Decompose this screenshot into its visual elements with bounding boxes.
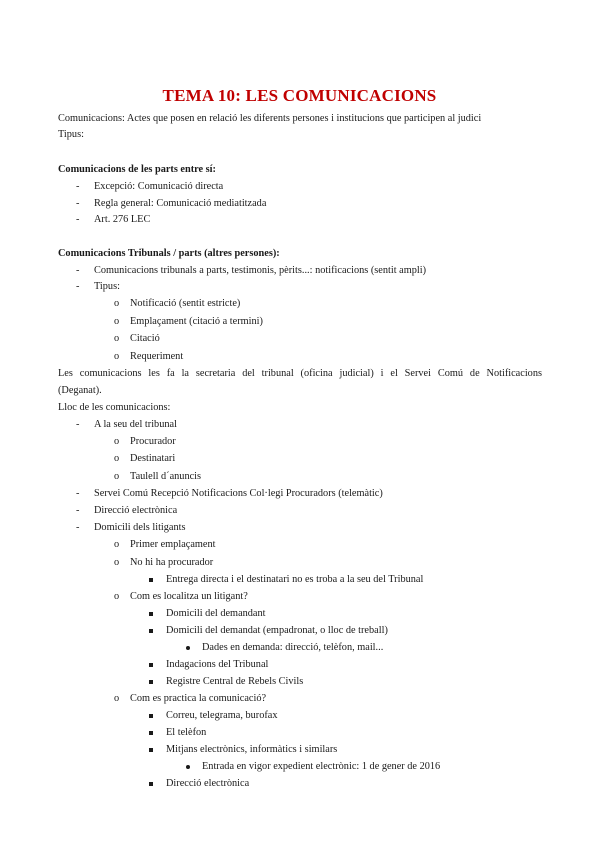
- dash-marker: -: [76, 265, 80, 276]
- list-item: Direcció electrònica: [166, 778, 250, 789]
- list-item: Domicili dels litigants: [94, 522, 186, 533]
- list-item: Tipus:: [94, 281, 120, 292]
- circle-marker: o: [114, 436, 120, 447]
- circle-marker: o: [114, 316, 120, 327]
- square-bullet-icon: [149, 731, 153, 735]
- circle-marker: o: [114, 539, 120, 550]
- dash-marker: -: [76, 488, 80, 499]
- list-item: Comunicacions tribunals a parts, testimonis, pèrits...: notificacions (sentit ampli): [94, 265, 427, 276]
- square-bullet-icon: [149, 663, 153, 667]
- list-item: Primer emplaçament: [130, 539, 216, 550]
- list-item: Servei Comú Recepció Notificacions Col·legi Procuradors (telemàtic): [94, 488, 383, 499]
- square-bullet-icon: [149, 680, 153, 684]
- dash-marker: -: [76, 505, 80, 516]
- list-item: No hi ha procurador: [130, 557, 214, 568]
- dash-marker: -: [76, 281, 80, 292]
- list-item: Registre Central de Rebels Civils: [166, 676, 304, 687]
- circle-marker: o: [114, 591, 120, 602]
- section2-heading: Comunicacions Tribunals / parts (altres persones):: [58, 248, 280, 259]
- list-item: Domicili del demandant: [166, 608, 266, 619]
- circle-marker: o: [114, 453, 120, 464]
- list-item: Art. 276 LEC: [94, 214, 151, 225]
- paragraph-line: Les comunicacions les fa la secretaria del tribunal (oficina judicial) i el Servei Comú de Notificacions: [58, 368, 542, 379]
- list-item: Domicili del demandat (empadronat, o lloc de treball): [166, 625, 388, 636]
- list-item: Citació: [130, 333, 160, 344]
- list-item: Destinatari: [130, 453, 176, 464]
- square-bullet-icon: [149, 629, 153, 633]
- list-item: El telèfon: [166, 727, 207, 738]
- lloc-heading: Lloc de les comunicacions:: [58, 402, 171, 413]
- dash-marker: -: [76, 181, 80, 192]
- square-bullet-icon: [149, 578, 153, 582]
- circle-marker: o: [114, 333, 120, 344]
- list-item: Procurador: [130, 436, 176, 447]
- list-item: Correu, telegrama, burofax: [166, 710, 278, 721]
- dash-marker: -: [76, 214, 80, 225]
- circle-marker: o: [114, 557, 120, 568]
- dot-bullet-icon: [186, 765, 190, 769]
- dot-bullet-icon: [186, 646, 190, 650]
- list-item: Notificació (sentit estricte): [130, 298, 241, 309]
- circle-marker: o: [114, 298, 120, 309]
- list-item: Com es practica la comunicació?: [130, 693, 267, 704]
- section1-heading: Comunicacions de les parts entre sí:: [58, 164, 216, 175]
- list-item: Emplaçament (citació a termini): [130, 316, 263, 327]
- paragraph-line: (Deganat).: [58, 385, 102, 396]
- square-bullet-icon: [149, 612, 153, 616]
- list-item: Direcció electrònica: [94, 505, 178, 516]
- circle-marker: o: [114, 693, 120, 704]
- list-item: Excepció: Comunicació directa: [94, 181, 224, 192]
- list-item: Taulell d´anuncis: [130, 471, 202, 482]
- circle-marker: o: [114, 351, 120, 362]
- dash-marker: -: [76, 198, 80, 209]
- list-item: Com es localitza un litigant?: [130, 591, 248, 602]
- list-item: Mitjans electrònics, informàtics i similars: [166, 744, 338, 755]
- list-item: Indagacions del Tribunal: [166, 659, 269, 670]
- dash-marker: -: [76, 522, 80, 533]
- square-bullet-icon: [149, 714, 153, 718]
- square-bullet-icon: [149, 782, 153, 786]
- document-title: TEMA 10: LES COMUNICACIONS: [162, 86, 437, 105]
- list-item: Regla general: Comunicació mediatitzada: [94, 198, 267, 209]
- dash-marker: -: [76, 419, 80, 430]
- list-item: A la seu del tribunal: [94, 419, 177, 430]
- intro-definition: Comunicacions: Actes que posen en relació les diferents persones i institucions que participen al judici: [58, 113, 482, 124]
- list-item: Dades en demanda: direcció, telèfon, mail...: [202, 642, 384, 653]
- list-item: Entrega directa i el destinatari no es troba a la seu del Tribunal: [166, 574, 424, 585]
- circle-marker: o: [114, 471, 120, 482]
- intro-tipus: Tipus:: [58, 129, 84, 140]
- list-item: Entrada en vigor expedient electrònic: 1 de gener de 2016: [202, 761, 441, 772]
- list-item: Requeriment: [130, 351, 184, 362]
- square-bullet-icon: [149, 748, 153, 752]
